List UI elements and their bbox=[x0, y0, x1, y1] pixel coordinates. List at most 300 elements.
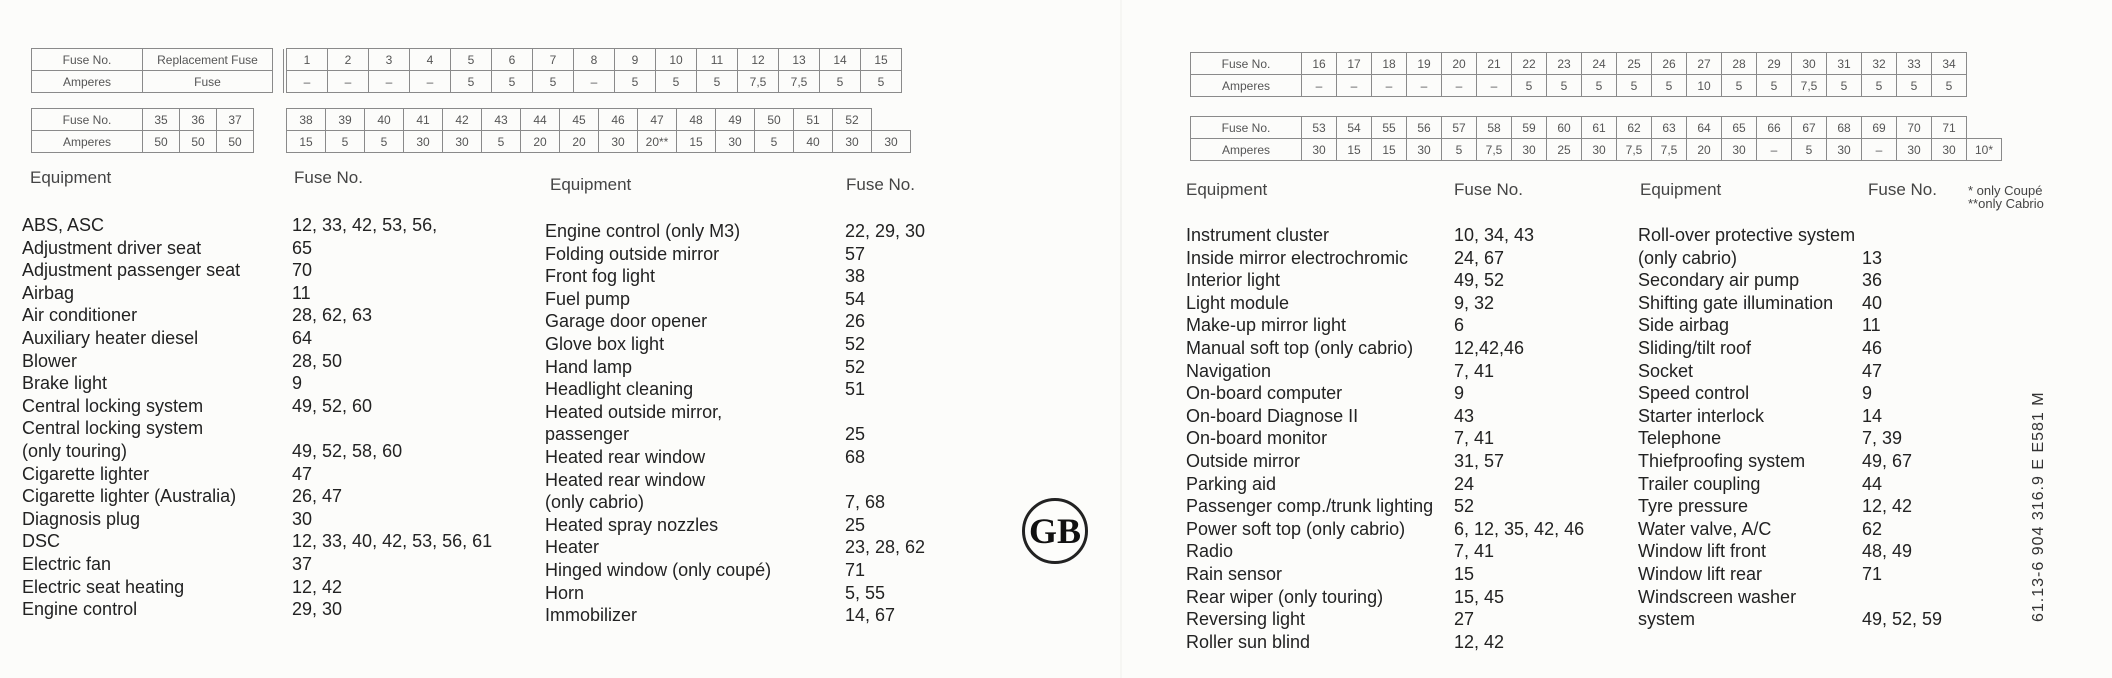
equipment-item: DSC bbox=[22, 531, 61, 552]
fuse-number-cell: 59 bbox=[1512, 117, 1547, 139]
equipment-item: Navigation bbox=[1186, 360, 1272, 381]
equipment-item: On-board computer bbox=[1186, 383, 1343, 404]
equipment-item: Reversing light bbox=[1186, 609, 1306, 630]
amperes-cell: 30 bbox=[1722, 139, 1757, 161]
fuse-number-list: 25 bbox=[845, 424, 866, 445]
amperes-cell: 25 bbox=[1547, 139, 1582, 161]
fuse-number-cell: 7 bbox=[533, 49, 574, 71]
equipment-item: Make-up mirror light bbox=[1186, 315, 1347, 336]
fuse-no-label: Fuse No. bbox=[32, 109, 143, 131]
left-fuse-table-1 bbox=[31, 48, 284, 93]
fuse-number-cell: 42 bbox=[443, 109, 482, 131]
equipment-header: Equipment bbox=[30, 168, 112, 187]
fuse-number-list: 14 bbox=[1862, 405, 1883, 426]
fold-line bbox=[1120, 0, 1122, 678]
fuse-number-cell: 9 bbox=[615, 49, 656, 71]
amperes-cell: 5 bbox=[533, 71, 574, 93]
fuse-number-list: 5, 55 bbox=[845, 582, 886, 603]
amperes-cell: 30 bbox=[1407, 139, 1442, 161]
amperes-cell: 5 bbox=[697, 71, 738, 93]
amperes-cell: 30 bbox=[599, 131, 638, 153]
fuse-number-list: 23, 28, 62 bbox=[845, 537, 926, 558]
fuse-number-cell: 35 bbox=[143, 109, 180, 131]
amperes-cell: – bbox=[1757, 139, 1792, 161]
equipment-item: Hand lamp bbox=[545, 356, 633, 377]
fuse-number-list: 52 bbox=[1454, 496, 1475, 517]
equipment-item: Shifting gate illumination bbox=[1638, 292, 1834, 313]
amperes-cell: 20 bbox=[521, 131, 560, 153]
amperes-cell: – bbox=[1477, 75, 1512, 97]
fuse-number-cell: 54 bbox=[1337, 117, 1372, 139]
right-fuse-table-1 bbox=[1190, 52, 1967, 97]
fuse-number-list: 9 bbox=[292, 373, 303, 394]
fuse-number-cell: 38 bbox=[287, 109, 326, 131]
equipment-item: On-board Diagnose II bbox=[1186, 405, 1359, 426]
fuse-number-list: 9 bbox=[1862, 383, 1873, 404]
fuse-number-list: 28, 62, 63 bbox=[292, 305, 373, 326]
fuse-number-cell: 13 bbox=[779, 49, 820, 71]
amperes-cell: 20 bbox=[1687, 139, 1722, 161]
fuse-number-list: 68 bbox=[845, 446, 866, 467]
fuse-column-1 bbox=[292, 214, 522, 621]
equipment-item: Electric fan bbox=[22, 553, 112, 574]
amperes-cell: – bbox=[1407, 75, 1442, 97]
fuse-number-list: 22, 29, 30 bbox=[845, 221, 926, 241]
equipment-item: Secondary air pump bbox=[1638, 270, 1800, 291]
fuse-number-list: 12, 33, 40, 42, 53, 56, 61 bbox=[292, 531, 493, 552]
fuse-number-cell: 36 bbox=[180, 109, 217, 131]
amperes-cell: 10* bbox=[1967, 139, 2002, 161]
amperes-cell: – bbox=[1337, 75, 1372, 97]
equipment-item: Heated outside mirror, bbox=[545, 401, 723, 422]
fuse-number-cell: 66 bbox=[1757, 117, 1792, 139]
fuse-no-label: Fuse No. bbox=[32, 49, 143, 71]
fuse-number-list: 7, 68 bbox=[845, 492, 886, 513]
fuse-number-list: 49, 52, 58, 60 bbox=[292, 440, 403, 461]
equipment-item: Central locking system bbox=[22, 395, 204, 416]
fuse-no-header: Fuse No. bbox=[294, 168, 363, 187]
fuse-number-list: 71 bbox=[845, 559, 866, 580]
fuse-number-list: 24, 67 bbox=[1454, 247, 1505, 268]
fuse-number-list: 65 bbox=[292, 237, 313, 258]
fuse-number-list: 7, 41 bbox=[1454, 360, 1495, 381]
amperes-cell: 5 bbox=[1792, 139, 1827, 161]
amperes-cell: 5 bbox=[1617, 75, 1652, 97]
fuse-number-cell: 2 bbox=[328, 49, 369, 71]
amperes-cell: 30 bbox=[1512, 139, 1547, 161]
fuse-number-cell: 27 bbox=[1687, 53, 1722, 75]
fuse-number-cell: 63 bbox=[1652, 117, 1687, 139]
equipment-item: Interior light bbox=[1186, 270, 1281, 291]
fuse-number-cell: 55 bbox=[1372, 117, 1407, 139]
equipment-item: Rear wiper (only touring) bbox=[1186, 586, 1384, 607]
equipment-item: Passenger comp./trunk lighting bbox=[1186, 496, 1434, 517]
fuse-number-cell: 45 bbox=[560, 109, 599, 131]
fuse-number-list: 12, 42 bbox=[292, 576, 343, 597]
equipment-item: Immobilizer bbox=[545, 605, 638, 626]
amperes-cell: 30 bbox=[443, 131, 482, 153]
fuse-number-cell: 46 bbox=[599, 109, 638, 131]
fuse-no-label: Fuse No. bbox=[1191, 117, 1302, 139]
equipment-item: Central locking system bbox=[22, 418, 204, 439]
fuse-number-list: 52 bbox=[845, 333, 866, 354]
fuse-number-cell: 51 bbox=[794, 109, 833, 131]
equipment-item: Glove box light bbox=[545, 333, 665, 354]
fuse-number-cell: 31 bbox=[1827, 53, 1862, 75]
fuse-number-cell: 70 bbox=[1897, 117, 1932, 139]
equipment-item: Heated rear window bbox=[545, 446, 706, 467]
fuse-number-list: 49, 52, 60 bbox=[292, 395, 373, 416]
equipment-header: Equipment bbox=[1186, 180, 1268, 199]
amperes-cell: 7,5 bbox=[1792, 75, 1827, 97]
amperes-cell: 5 bbox=[1757, 75, 1792, 97]
fuse-number-list: 11 bbox=[292, 282, 311, 303]
fuse-number-list: 29, 30 bbox=[292, 599, 343, 620]
equipment-item: Blower bbox=[22, 350, 78, 371]
fuse-number-list: 49, 52, 59 bbox=[1862, 609, 1943, 630]
fuse-no-header: Fuse No. bbox=[846, 175, 915, 194]
amperes-cell: 20 bbox=[560, 131, 599, 153]
fuse-number-cell: 52 bbox=[833, 109, 872, 131]
amperes-cell: 5 bbox=[615, 71, 656, 93]
equipment-item: Light module bbox=[1186, 292, 1290, 313]
fuse-number-list: 49, 67 bbox=[1862, 450, 1913, 471]
fuse-number-list: 49, 52 bbox=[1454, 270, 1505, 291]
amperes-cell: 30 bbox=[1302, 139, 1337, 161]
fuse-number-cell: 47 bbox=[638, 109, 677, 131]
equipment-item: (only touring) bbox=[22, 440, 128, 461]
equipment-item: Hinged window (only coupé) bbox=[545, 559, 772, 580]
fuse-number-cell: 8 bbox=[574, 49, 615, 71]
fuse-number-list: 7, 41 bbox=[1454, 541, 1495, 562]
fuse-no-header: Fuse No. bbox=[1868, 180, 1937, 199]
note-cabrio: **only Cabrio bbox=[1968, 196, 2044, 211]
equipment-item: Roller sun blind bbox=[1186, 631, 1311, 652]
fuse-number-list: 12, 42 bbox=[1862, 496, 1913, 517]
equipment-item: Cigarette lighter bbox=[22, 463, 150, 484]
fuse-number-list: 54 bbox=[845, 288, 866, 309]
equipment-item: Engine control bbox=[22, 599, 138, 620]
fuse-number-list: 14, 67 bbox=[845, 605, 896, 626]
fuse-number-list: 37 bbox=[292, 553, 313, 574]
equipment-item: Radio bbox=[1186, 541, 1234, 562]
equipment-item: Auxiliary heater diesel bbox=[22, 327, 199, 348]
fuse-number-cell: 67 bbox=[1792, 117, 1827, 139]
equipment-item: Garage door opener bbox=[545, 311, 708, 332]
amperes-cell: 5 bbox=[326, 131, 365, 153]
fuse-number-cell: 21 bbox=[1477, 53, 1512, 75]
fuse-number-cell: 23 bbox=[1547, 53, 1582, 75]
amperes-cell: 5 bbox=[1827, 75, 1862, 97]
footnotes bbox=[1968, 184, 2044, 210]
equipment-column-1 bbox=[22, 214, 262, 621]
equipment-item: Roll-over protective system bbox=[1638, 225, 1856, 245]
fuse-column-2 bbox=[845, 220, 975, 627]
fuse-number-cell: 19 bbox=[1407, 53, 1442, 75]
amperes-cell: 30 bbox=[1932, 139, 1967, 161]
fuse-number-cell: 64 bbox=[1687, 117, 1722, 139]
fuse-number-list: 71 bbox=[1862, 563, 1883, 584]
fuse-number-list: 28, 50 bbox=[292, 350, 343, 371]
equipment-item: Speed control bbox=[1638, 383, 1750, 404]
left-fuse-table-2b bbox=[286, 108, 911, 153]
fuse-column-3 bbox=[1454, 224, 1614, 653]
equipment-column-3 bbox=[1186, 224, 1456, 653]
amperes-cell: 30 bbox=[872, 131, 911, 153]
amperes-cell: 5 bbox=[755, 131, 794, 153]
fuse-number-list: 43 bbox=[1454, 405, 1475, 426]
fuse-number-cell: 30 bbox=[1792, 53, 1827, 75]
fuse-number-list: 70 bbox=[292, 260, 313, 281]
amperes-cell: – bbox=[574, 71, 615, 93]
fuse-number-list: 11 bbox=[1862, 315, 1881, 336]
fuse-number-list bbox=[845, 401, 975, 424]
amperes-cell: – bbox=[369, 71, 410, 93]
fuse-number-cell: 12 bbox=[738, 49, 779, 71]
equipment-item: Air conditioner bbox=[22, 305, 138, 326]
fuse-number-cell: 50 bbox=[755, 109, 794, 131]
fuse-number-list: 9 bbox=[1454, 383, 1465, 404]
equipment-column-4 bbox=[1638, 224, 1868, 631]
amperes-cell: 5 bbox=[1512, 75, 1547, 97]
replacement-fuse-label: Replacement Fuse bbox=[143, 49, 273, 71]
equipment-item: Diagnosis plug bbox=[22, 508, 141, 529]
amperes-label: Amperes bbox=[32, 71, 143, 93]
fuse-number-list: 10, 34, 43 bbox=[1454, 225, 1535, 245]
fuse-number-cell: 53 bbox=[1302, 117, 1337, 139]
fuse-number-cell: 71 bbox=[1932, 117, 1967, 139]
amperes-cell: 5 bbox=[1932, 75, 1967, 97]
equipment-item: passenger bbox=[545, 424, 630, 445]
fuse-number-cell: 41 bbox=[404, 109, 443, 131]
equipment-item: Thiefproofing system bbox=[1638, 450, 1806, 471]
left-fuse-table-2a bbox=[31, 108, 254, 153]
amperes-cell: 30 bbox=[1582, 139, 1617, 161]
fuse-number-cell: 15 bbox=[861, 49, 902, 71]
equipment-item: Water valve, A/C bbox=[1638, 518, 1772, 539]
fuse-number-list: 40 bbox=[1862, 292, 1883, 313]
fuse-number-cell: 18 bbox=[1372, 53, 1407, 75]
amperes-label: Amperes bbox=[1191, 75, 1302, 97]
amperes-cell: 5 bbox=[1652, 75, 1687, 97]
amperes-cell: 5 bbox=[820, 71, 861, 93]
amperes-cell: 5 bbox=[1582, 75, 1617, 97]
equipment-item: On-board monitor bbox=[1186, 428, 1328, 449]
fuse-number-list: 12, 33, 42, 53, 56, bbox=[292, 215, 438, 235]
equipment-header: Equipment bbox=[550, 175, 632, 194]
equipment-header: Equipment bbox=[1640, 180, 1722, 199]
fuse-number-cell: 49 bbox=[716, 109, 755, 131]
amperes-cell: – bbox=[410, 71, 451, 93]
equipment-item: (only cabrio) bbox=[545, 492, 645, 513]
amperes-cell: 30 bbox=[716, 131, 755, 153]
equipment-item: Power soft top (only cabrio) bbox=[1186, 518, 1406, 539]
fuse-number-cell: 4 bbox=[410, 49, 451, 71]
document-code: 61.13-6 904 316.9 E E581 M bbox=[2030, 391, 2047, 622]
amperes-cell: 7,5 bbox=[1477, 139, 1512, 161]
amperes-cell: 7,5 bbox=[1652, 139, 1687, 161]
fuse-number-cell: 22 bbox=[1512, 53, 1547, 75]
fuse-number-cell: 14 bbox=[820, 49, 861, 71]
equipment-item: Inside mirror electrochromic bbox=[1186, 247, 1409, 268]
fuse-number-cell: 39 bbox=[326, 109, 365, 131]
amperes-cell: 5 bbox=[365, 131, 404, 153]
fuse-number-cell: 6 bbox=[492, 49, 533, 71]
fuse-number-list: 52 bbox=[845, 356, 866, 377]
fuse-number-list: 64 bbox=[292, 327, 313, 348]
note-coupe: * only Coupé bbox=[1968, 183, 2043, 198]
equipment-item: Telephone bbox=[1638, 428, 1722, 449]
fuse-number-list: 62 bbox=[1862, 518, 1883, 539]
amperes-cell: 5 bbox=[1897, 75, 1932, 97]
amperes-cell: 10 bbox=[1687, 75, 1722, 97]
fuse-number-list: 24 bbox=[1454, 473, 1475, 494]
fuse-number-list: 12,42,46 bbox=[1454, 337, 1525, 358]
equipment-item: Adjustment driver seat bbox=[22, 237, 202, 258]
equipment-item: Heated spray nozzles bbox=[545, 514, 719, 535]
equipment-item: Socket bbox=[1638, 360, 1694, 381]
equipment-item: Window lift front bbox=[1638, 541, 1767, 562]
equipment-item: Rain sensor bbox=[1186, 563, 1283, 584]
fuse-number-cell: 58 bbox=[1477, 117, 1512, 139]
fuse-number-list: 7, 41 bbox=[1454, 428, 1495, 449]
amperes-cell: – bbox=[287, 71, 328, 93]
fuse-number-cell: 40 bbox=[365, 109, 404, 131]
equipment-item: Sliding/tilt roof bbox=[1638, 337, 1752, 358]
amperes-cell: – bbox=[1372, 75, 1407, 97]
fuse-number-cell: 20 bbox=[1442, 53, 1477, 75]
equipment-item: Front fog light bbox=[545, 266, 656, 287]
fuse-number-cell: 62 bbox=[1617, 117, 1652, 139]
equipment-item: Window lift rear bbox=[1638, 563, 1763, 584]
fuse-number-cell: 25 bbox=[1617, 53, 1652, 75]
amperes-cell: 5 bbox=[656, 71, 697, 93]
equipment-item: Trailer coupling bbox=[1638, 473, 1761, 494]
fuse-number-cell: 32 bbox=[1862, 53, 1897, 75]
equipment-item: (only cabrio) bbox=[1638, 247, 1738, 268]
left-fuse-table-1-values bbox=[286, 48, 902, 93]
equipment-item: Horn bbox=[545, 582, 585, 603]
equipment-item: Starter interlock bbox=[1638, 405, 1765, 426]
amperes-cell: 15 bbox=[677, 131, 716, 153]
fuse-number-list: 47 bbox=[1862, 360, 1883, 381]
amperes-cell: 30 bbox=[1827, 139, 1862, 161]
fuse-number-list: 51 bbox=[845, 379, 866, 400]
fuse-number-cell: 33 bbox=[1897, 53, 1932, 75]
fuse-number-cell: 26 bbox=[1652, 53, 1687, 75]
equipment-item: Cigarette lighter (Australia) bbox=[22, 486, 237, 507]
amperes-cell: 20** bbox=[638, 131, 677, 153]
fuse-number-list bbox=[1862, 224, 1982, 247]
amperes-cell: 7,5 bbox=[738, 71, 779, 93]
amperes-cell: 30 bbox=[833, 131, 872, 153]
fuse-number-list bbox=[1862, 586, 1982, 609]
fuse-number-cell: 5 bbox=[451, 49, 492, 71]
fuse-number-cell: 29 bbox=[1757, 53, 1792, 75]
fuse-label: Fuse bbox=[143, 71, 273, 93]
fuse-number-list: 12, 42 bbox=[1454, 631, 1505, 652]
equipment-item: Windscreen washer bbox=[1638, 586, 1797, 607]
amperes-cell: 5 bbox=[1862, 75, 1897, 97]
amperes-cell: 15 bbox=[1337, 139, 1372, 161]
fuse-number-cell: 17 bbox=[1337, 53, 1372, 75]
fuse-number-list: 6, 12, 35, 42, 46 bbox=[1454, 518, 1585, 539]
amperes-cell: 5 bbox=[492, 71, 533, 93]
amperes-cell: 5 bbox=[1722, 75, 1757, 97]
fuse-number-list: 6 bbox=[1454, 315, 1465, 336]
equipment-item: Tyre pressure bbox=[1638, 496, 1749, 517]
amperes-label: Amperes bbox=[1191, 139, 1302, 161]
fuse-number-cell: 24 bbox=[1582, 53, 1617, 75]
fuse-number-list: 7, 39 bbox=[1862, 428, 1903, 449]
amperes-cell: 15 bbox=[287, 131, 326, 153]
equipment-item: ABS, ASC bbox=[22, 215, 105, 235]
amperes-cell: 7,5 bbox=[1617, 139, 1652, 161]
fuse-number-cell: 16 bbox=[1302, 53, 1337, 75]
amperes-cell: 5 bbox=[451, 71, 492, 93]
amperes-cell: – bbox=[1442, 75, 1477, 97]
fuse-number-cell: 44 bbox=[521, 109, 560, 131]
equipment-item: Brake light bbox=[22, 373, 108, 394]
fuse-number-list bbox=[292, 417, 522, 440]
fuse-number-list: 15, 45 bbox=[1454, 586, 1505, 607]
fuse-number-cell: 43 bbox=[482, 109, 521, 131]
amperes-cell: 30 bbox=[404, 131, 443, 153]
fuse-column-4 bbox=[1862, 224, 1982, 631]
fuse-number-list: 46 bbox=[1862, 337, 1883, 358]
amperes-cell: 15 bbox=[1372, 139, 1407, 161]
fuse-number-list: 26 bbox=[845, 311, 866, 332]
fuse-number-cell: 65 bbox=[1722, 117, 1757, 139]
amperes-cell: 5 bbox=[482, 131, 521, 153]
fuse-number-list: 25 bbox=[845, 514, 866, 535]
fuse-number-list: 26, 47 bbox=[292, 486, 343, 507]
fuse-number-list: 15 bbox=[1454, 563, 1475, 584]
amperes-cell: 5 bbox=[1547, 75, 1582, 97]
fuse-number-cell: 61 bbox=[1582, 117, 1617, 139]
amperes-cell: – bbox=[328, 71, 369, 93]
amperes-label: Amperes bbox=[32, 131, 143, 153]
fuse-number-cell: 10 bbox=[656, 49, 697, 71]
equipment-item: Heated rear window bbox=[545, 469, 706, 490]
fuse-number-list: 47 bbox=[292, 463, 313, 484]
fuse-number-cell: 48 bbox=[677, 109, 716, 131]
fuse-number-list: 13 bbox=[1862, 247, 1883, 268]
amperes-cell: – bbox=[1302, 75, 1337, 97]
fuse-number-list: 36 bbox=[1862, 270, 1883, 291]
amperes-cell: 50 bbox=[180, 131, 217, 153]
fuse-number-cell: 3 bbox=[369, 49, 410, 71]
equipment-item: Manual soft top (only cabrio) bbox=[1186, 337, 1414, 358]
equipment-item: Electric seat heating bbox=[22, 576, 185, 597]
fuse-number-list: 27 bbox=[1454, 609, 1475, 630]
equipment-item: system bbox=[1638, 609, 1696, 630]
fuse-number-list: 38 bbox=[845, 266, 866, 287]
fuse-number-list: 48, 49 bbox=[1862, 541, 1913, 562]
fuse-number-cell: 60 bbox=[1547, 117, 1582, 139]
fuse-number-cell: 69 bbox=[1862, 117, 1897, 139]
fuse-number-cell: 34 bbox=[1932, 53, 1967, 75]
equipment-item: Side airbag bbox=[1638, 315, 1730, 336]
equipment-item: Heater bbox=[545, 537, 600, 558]
fuse-number-list bbox=[845, 469, 975, 492]
fuse-number-cell: 37 bbox=[217, 109, 254, 131]
equipment-item: Headlight cleaning bbox=[545, 379, 694, 400]
country-badge: GB bbox=[1022, 498, 1088, 564]
equipment-item: Airbag bbox=[22, 282, 75, 303]
equipment-item: Folding outside mirror bbox=[545, 243, 720, 264]
amperes-cell: 50 bbox=[217, 131, 254, 153]
